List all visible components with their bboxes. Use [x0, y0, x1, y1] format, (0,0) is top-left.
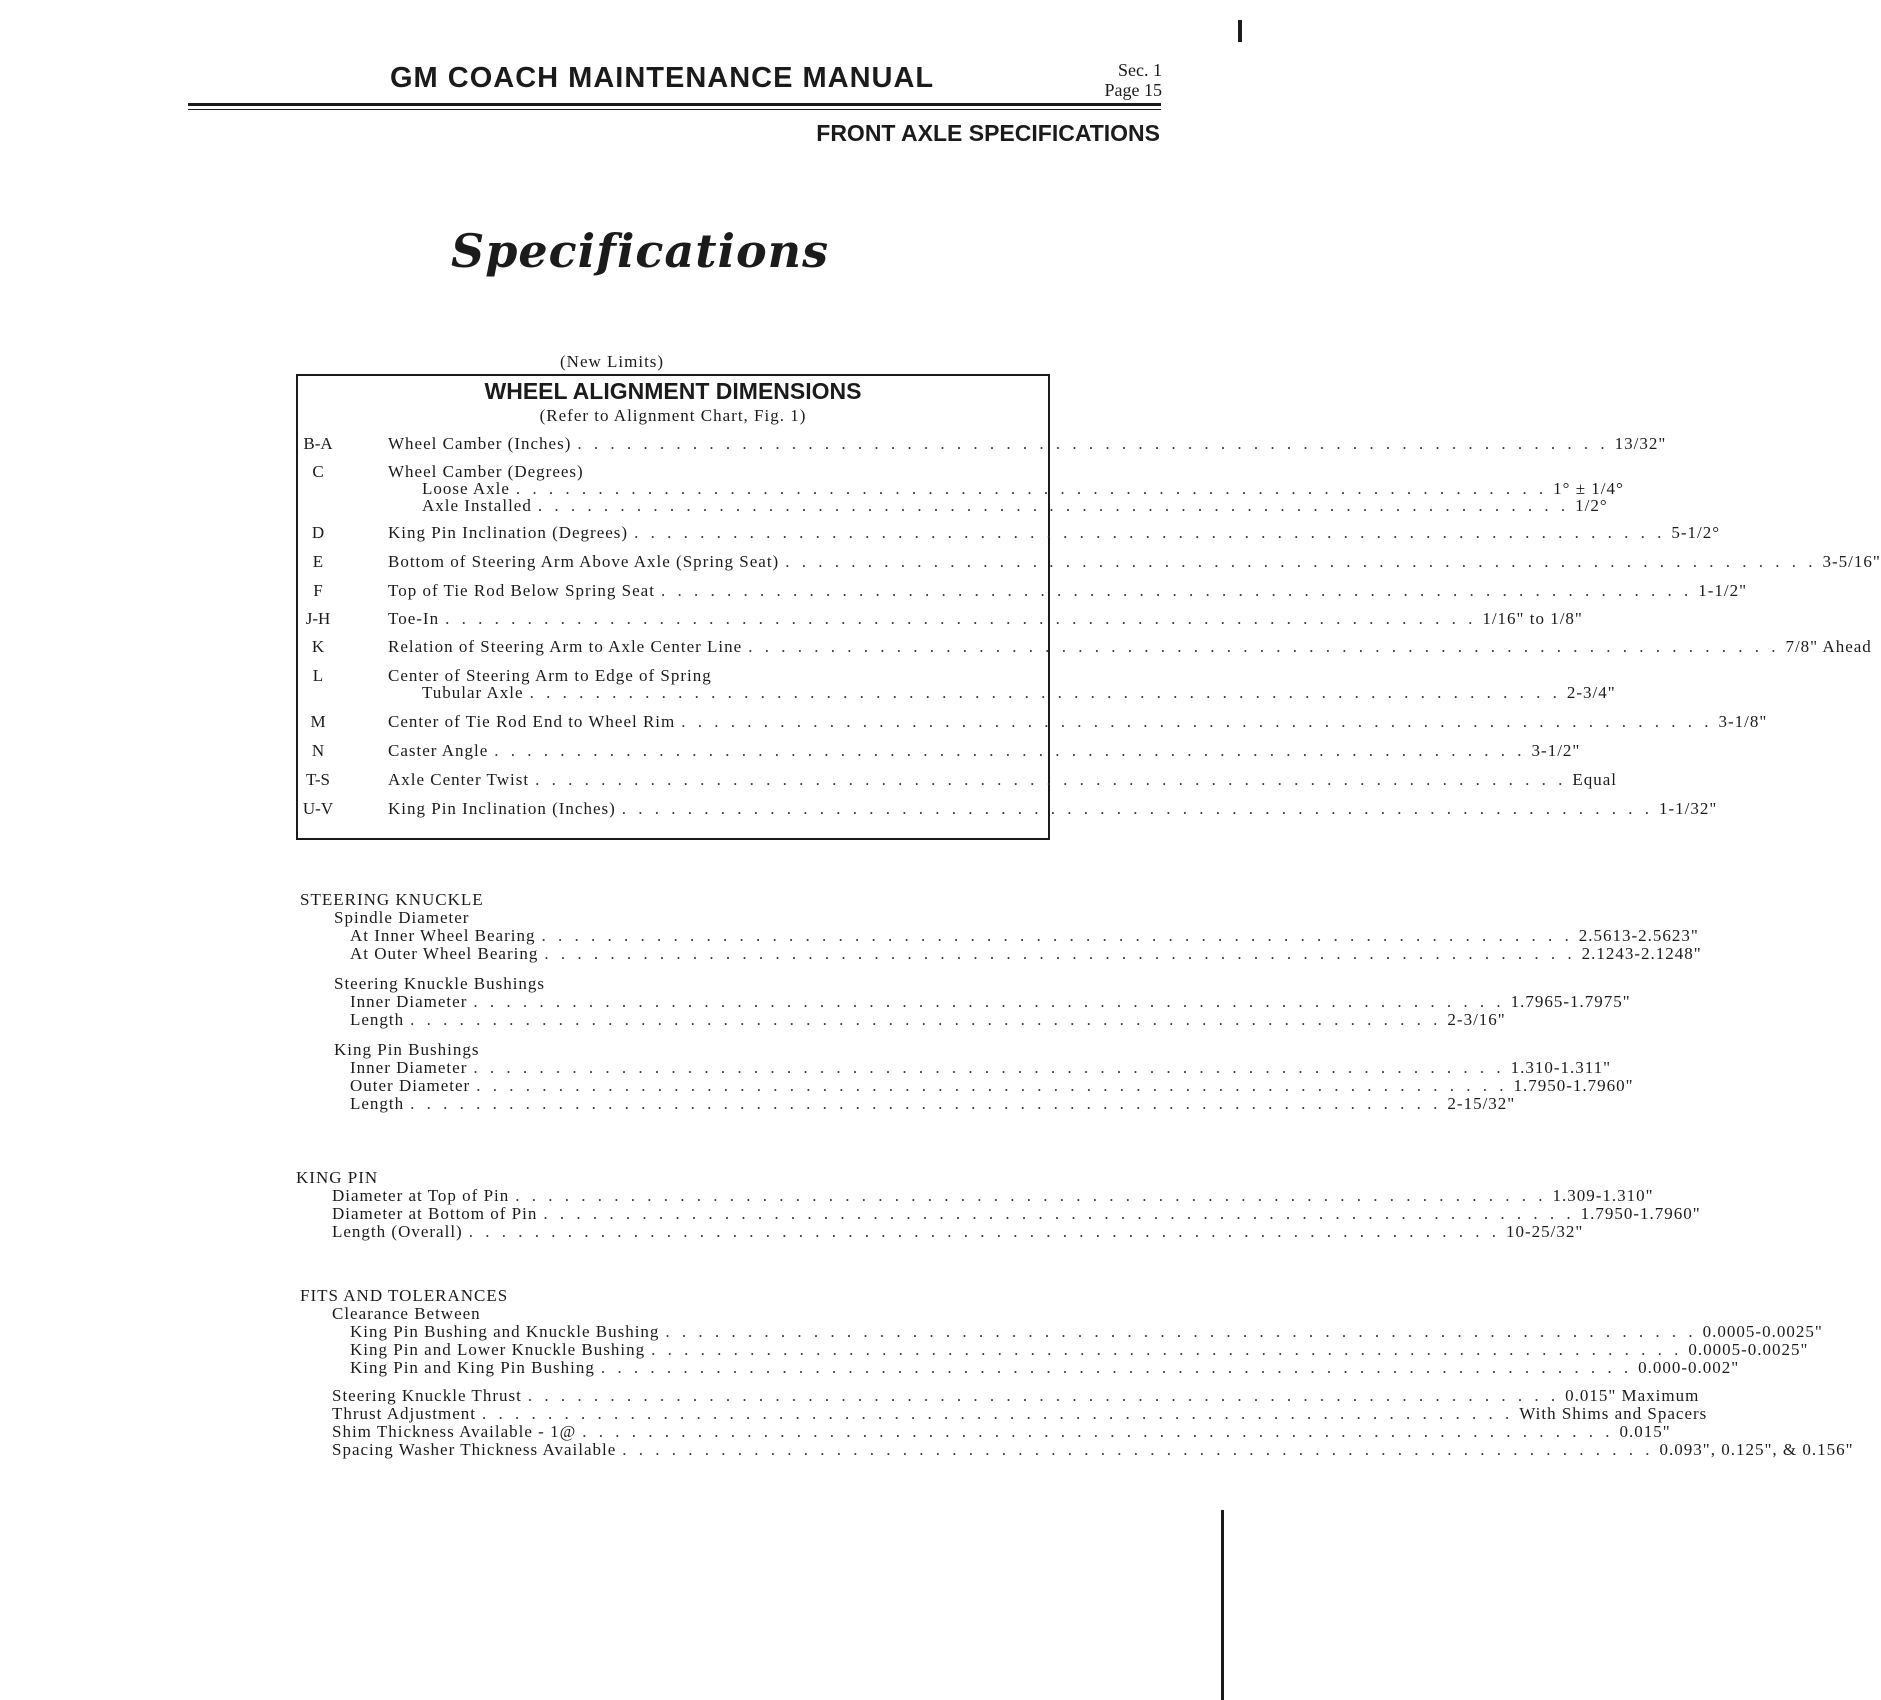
scan-mark	[1238, 20, 1242, 42]
dimension-code: J-H	[305, 609, 331, 628]
spec-value: 1° ± 1/4°	[1553, 479, 1624, 498]
spec-label: King Pin Inclination (Inches)	[388, 799, 616, 818]
spec-label: Diameter at Bottom of Pin	[332, 1204, 538, 1223]
spec-line	[332, 1440, 1854, 1462]
spec-value: 7/8" Ahead	[1785, 637, 1872, 656]
spec-label: King Pin Inclination (Degrees)	[388, 523, 629, 542]
specifications-heading: Specifications	[451, 224, 829, 278]
leader-dots: . . . . . . . . . . . . . . . . . . . . . . . . . . . . . . . . . . . . . . . . . . . . . . . . . . . . . . . . . . . . . . .	[634, 523, 1666, 542]
spec-value: 2.1243-2.1248"	[1581, 944, 1702, 963]
leader-dots: . . . . . . . . . . . . . . . . . . . . . . . . . . . . . . . . . . . . . . . . . . . . . . . . . . . . . . . . . . . . . . .	[537, 496, 1570, 515]
spec-line	[332, 1222, 1584, 1244]
spec-label: Steering Knuckle Thrust	[332, 1386, 522, 1405]
section-info	[1082, 60, 1162, 100]
spec-label: Outer Diameter	[350, 1076, 471, 1095]
alignment-row	[388, 712, 1768, 734]
scan-edge	[1221, 1510, 1224, 1700]
leader-dots: . . . . . . . . . . . . . . . . . . . . . . . . . . . . . . . . . . . . . . . . . . . . . . . . . . . . . . . . . . . . . . .	[494, 741, 1526, 760]
spec-label: Wheel Camber (Inches)	[388, 434, 572, 453]
leader-dots: . . . . . . . . . . . . . . . . . . . . . . . . . . . . . . . . . . . . . . . . . . . . . . . . . . . . . . . . . . . . . . .	[621, 799, 1654, 818]
spec-value: 1.7950-1.7960"	[1580, 1204, 1701, 1223]
spec-label: King Pin and Lower Knuckle Bushing	[350, 1340, 646, 1359]
kp-bushings-heading: King Pin Bushings	[334, 1040, 480, 1059]
spec-value: 5-1/2°	[1671, 523, 1721, 542]
dimension-code: C	[312, 462, 324, 481]
alignment-row	[388, 799, 1718, 821]
spec-value: 0.0005-0.0025"	[1702, 1322, 1823, 1341]
dimension-code: N	[311, 741, 325, 760]
leader-dots: . . . . . . . . . . . . . . . . . . . . . . . . . . . . . . . . . . . . . . . . . . . . . . . . . . . . . . . . . . . . . . .	[445, 609, 1477, 628]
spec-label: Length	[350, 1094, 405, 1113]
section-number: Sec. 1	[1118, 60, 1162, 80]
spec-value: 13/32"	[1614, 434, 1667, 453]
spec-value: 1-1/32"	[1659, 799, 1718, 818]
spec-value: 10-25/32"	[1505, 1222, 1584, 1241]
spec-label: Inner Diameter	[350, 1058, 468, 1077]
spec-label: Top of Tie Rod Below Spring Seat	[388, 581, 655, 600]
leader-dots: . . . . . . . . . . . . . . . . . . . . . . . . . . . . . . . . . . . . . . . . . . . . . . . . . . . . . . . . . . . . . . .	[473, 1058, 1505, 1077]
spec-label: Axle Center Twist	[388, 770, 530, 789]
alignment-row	[422, 496, 1608, 518]
leader-dots: . . . . . . . . . . . . . . . . . . . . . . . . . . . . . . . . . . . . . . . . . . . . . . . . . . . . . . . . . . . . . . .	[544, 944, 1576, 963]
king-pin-heading: KING PIN	[296, 1168, 379, 1187]
bushings-heading: Steering Knuckle Bushings	[334, 974, 546, 993]
leader-dots: . . . . . . . . . . . . . . . . . . . . . . . . . . . . . . . . . . . . . . . . . . . . . . . . . . . . . . . . . . . . . . .	[665, 1322, 1697, 1341]
leader-dots: . . . . . . . . . . . . . . . . . . . . . . . . . . . . . . . . . . . . . . . . . . . . . . . . . . . . . . . . . . . . . . .	[527, 1386, 1560, 1405]
alignment-row	[388, 581, 1748, 603]
spec-label: Spacing Washer Thickness Available	[332, 1440, 617, 1459]
spec-label: Bottom of Steering Arm Above Axle (Spring Seat)	[388, 552, 780, 571]
spec-value: 2.5613-2.5623"	[1578, 926, 1699, 945]
leader-dots: . . . . . . . . . . . . . . . . . . . . . . . . . . . . . . . . . . . . . . . . . . . . . . . . . . . . . . . . . . . . . . .	[577, 434, 1609, 453]
spec-value: 3-5/16"	[1822, 552, 1881, 571]
spec-label: At Inner Wheel Bearing	[350, 926, 536, 945]
leader-dots: . . . . . . . . . . . . . . . . . . . . . . . . . . . . . . . . . . . . . . . . . . . . . . . . . . . . . . . . . . . . . . .	[651, 1340, 1683, 1359]
spec-value: 1/2°	[1575, 496, 1608, 515]
leader-dots: . . . . . . . . . . . . . . . . . . . . . . . . . . . . . . . . . . . . . . . . . . . . . . . . . . . . . . . . . . . . . . .	[543, 1204, 1575, 1223]
fits-heading: FITS AND TOLERANCES	[300, 1286, 509, 1305]
leader-dots: . . . . . . . . . . . . . . . . . . . . . . . . . . . . . . . . . . . . . . . . . . . . . . . . . . . . . . . . . . . . . . .	[600, 1358, 1633, 1377]
spec-value: With Shims and Spacers	[1519, 1404, 1708, 1423]
leader-dots: . . . . . . . . . . . . . . . . . . . . . . . . . . . . . . . . . . . . . . . . . . . . . . . . . . . . . . . . . . . . . . .	[622, 1440, 1654, 1459]
wheel-alignment-title: WHEEL ALIGNMENT DIMENSIONS	[484, 378, 862, 404]
leader-dots: . . . . . . . . . . . . . . . . . . . . . . . . . . . . . . . . . . . . . . . . . . . . . . . . . . . . . . . . . . . . . . .	[476, 1076, 1508, 1095]
leader-dots: . . . . . . . . . . . . . . . . . . . . . . . . . . . . . . . . . . . . . . . . . . . . . . . . . . . . . . . . . . . . . . .	[785, 552, 1817, 571]
spec-value: 3-1/2"	[1531, 741, 1581, 760]
page-subtitle: FRONT AXLE SPECIFICATIONS	[816, 120, 1160, 146]
header-rule-thin	[188, 109, 1161, 110]
spec-value: 1.310-1.311"	[1510, 1058, 1612, 1077]
dimension-code: E	[312, 552, 324, 571]
spec-label: Inner Diameter	[350, 992, 468, 1011]
leader-dots: . . . . . . . . . . . . . . . . . . . . . . . . . . . . . . . . . . . . . . . . . . . . . . . . . . . . . . . . . . . . . . .	[473, 992, 1505, 1011]
alignment-row	[388, 434, 1667, 456]
spec-label: Length (Overall)	[332, 1222, 463, 1241]
spec-label: Wheel Camber (Degrees)	[388, 462, 584, 481]
spec-label: Caster Angle	[388, 741, 489, 760]
spec-line	[350, 1094, 1516, 1116]
spec-value: 1/16" to 1/8"	[1482, 609, 1583, 628]
spec-value: 1.309-1.310"	[1552, 1186, 1654, 1205]
leader-dots: . . . . . . . . . . . . . . . . . . . . . . . . . . . . . . . . . . . . . . . . . . . . . . . . . . . . . . . . . . . . . . .	[468, 1222, 1500, 1241]
alignment-row	[388, 552, 1881, 574]
dimension-code: U-V	[302, 799, 334, 818]
dimension-code: K	[311, 637, 325, 656]
spec-label: King Pin and King Pin Bushing	[350, 1358, 595, 1377]
page-number: Page 15	[1104, 80, 1162, 100]
alignment-row	[388, 609, 1583, 631]
spec-label: Center of Tie Rod End to Wheel Rim	[388, 712, 676, 731]
spec-value: 0.000-0.002"	[1638, 1358, 1740, 1377]
header-rule	[188, 103, 1161, 106]
spec-value: 3-1/8"	[1718, 712, 1768, 731]
spec-label: Shim Thickness Available - 1@	[332, 1422, 577, 1441]
steering-knuckle-heading: STEERING KNUCKLE	[300, 890, 484, 909]
spec-label: At Outer Wheel Bearing	[350, 944, 539, 963]
spec-value: 0.015" Maximum	[1565, 1386, 1700, 1405]
spec-label: Loose Axle	[422, 479, 510, 498]
alignment-row	[388, 637, 1872, 659]
spec-line	[350, 1358, 1740, 1380]
leader-dots: . . . . . . . . . . . . . . . . . . . . . . . . . . . . . . . . . . . . . . . . . . . . . . . . . . . . . . . . . . . . . . .	[582, 1422, 1614, 1441]
leader-dots: . . . . . . . . . . . . . . . . . . . . . . . . . . . . . . . . . . . . . . . . . . . . . . . . . . . . . . . . . . . . . . .	[660, 581, 1693, 600]
spec-label: Axle Installed	[422, 496, 532, 515]
spec-label: King Pin Bushing and Knuckle Bushing	[350, 1322, 660, 1341]
dimension-code: T-S	[306, 770, 330, 789]
spec-label: Center of Steering Arm to Edge of Spring	[388, 666, 712, 685]
spec-value: 2-3/16"	[1447, 1010, 1506, 1029]
spec-label: Toe-In	[388, 609, 440, 628]
spec-label: Relation of Steering Arm to Axle Center Line	[388, 637, 743, 656]
leader-dots: . . . . . . . . . . . . . . . . . . . . . . . . . . . . . . . . . . . . . . . . . . . . . . . . . . . . . . . . . . . . . . .	[482, 1404, 1514, 1423]
dimension-code: L	[312, 666, 324, 685]
dimension-code: B-A	[303, 434, 333, 453]
leader-dots: . . . . . . . . . . . . . . . . . . . . . . . . . . . . . . . . . . . . . . . . . . . . . . . . . . . . . . . . . . . . . . .	[541, 926, 1573, 945]
leader-dots: . . . . . . . . . . . . . . . . . . . . . . . . . . . . . . . . . . . . . . . . . . . . . . . . . . . . . . . . . . . . . . .	[535, 770, 1567, 789]
alignment-row	[388, 770, 1617, 792]
dimension-code: M	[310, 712, 326, 731]
new-limits-note: (New Limits)	[560, 352, 665, 371]
leader-dots: . . . . . . . . . . . . . . . . . . . . . . . . . . . . . . . . . . . . . . . . . . . . . . . . . . . . . . . . . . . . . . .	[515, 479, 1548, 498]
spec-label: Tubular Axle	[422, 683, 524, 702]
spec-value: 0.0005-0.0025"	[1688, 1340, 1809, 1359]
clearance-heading: Clearance Between	[332, 1304, 481, 1323]
spec-value: 0.015"	[1619, 1422, 1671, 1441]
dimension-code: D	[311, 523, 325, 542]
spec-line	[350, 1010, 1506, 1032]
leader-dots: . . . . . . . . . . . . . . . . . . . . . . . . . . . . . . . . . . . . . . . . . . . . . . . . . . . . . . . . . . . . . . .	[681, 712, 1713, 731]
spec-value: 1.7965-1.7975"	[1510, 992, 1631, 1011]
spec-line	[350, 944, 1702, 966]
alignment-row	[422, 683, 1616, 705]
manual-title: GM COACH MAINTENANCE MANUAL	[390, 62, 935, 94]
spec-label: Thrust Adjustment	[332, 1404, 477, 1423]
leader-dots: . . . . . . . . . . . . . . . . . . . . . . . . . . . . . . . . . . . . . . . . . . . . . . . . . . . . . . . . . . . . . . .	[748, 637, 1780, 656]
alignment-row	[388, 523, 1721, 545]
dimension-code: F	[313, 581, 323, 600]
leader-dots: . . . . . . . . . . . . . . . . . . . . . . . . . . . . . . . . . . . . . . . . . . . . . . . . . . . . . . . . . . . . . . .	[515, 1186, 1547, 1205]
leader-dots: . . . . . . . . . . . . . . . . . . . . . . . . . . . . . . . . . . . . . . . . . . . . . . . . . . . . . . . . . . . . . . .	[410, 1010, 1442, 1029]
spec-value: 1-1/2"	[1698, 581, 1748, 600]
spec-label: Diameter at Top of Pin	[332, 1186, 510, 1205]
spindle-heading: Spindle Diameter	[334, 908, 470, 927]
spec-label: Length	[350, 1010, 405, 1029]
spec-value: 2-3/4"	[1566, 683, 1616, 702]
alignment-row	[388, 741, 1581, 763]
spec-value: 0.093", 0.125", & 0.156"	[1659, 1440, 1854, 1459]
wheel-alignment-subtitle: (Refer to Alignment Chart, Fig. 1)	[539, 406, 807, 425]
leader-dots: . . . . . . . . . . . . . . . . . . . . . . . . . . . . . . . . . . . . . . . . . . . . . . . . . . . . . . . . . . . . . . .	[410, 1094, 1442, 1113]
spec-value: 1.7950-1.7960"	[1513, 1076, 1634, 1095]
spec-value: Equal	[1572, 770, 1617, 789]
spec-value: 2-15/32"	[1447, 1094, 1516, 1113]
leader-dots: . . . . . . . . . . . . . . . . . . . . . . . . . . . . . . . . . . . . . . . . . . . . . . . . . . . . . . . . . . . . . . .	[529, 683, 1561, 702]
